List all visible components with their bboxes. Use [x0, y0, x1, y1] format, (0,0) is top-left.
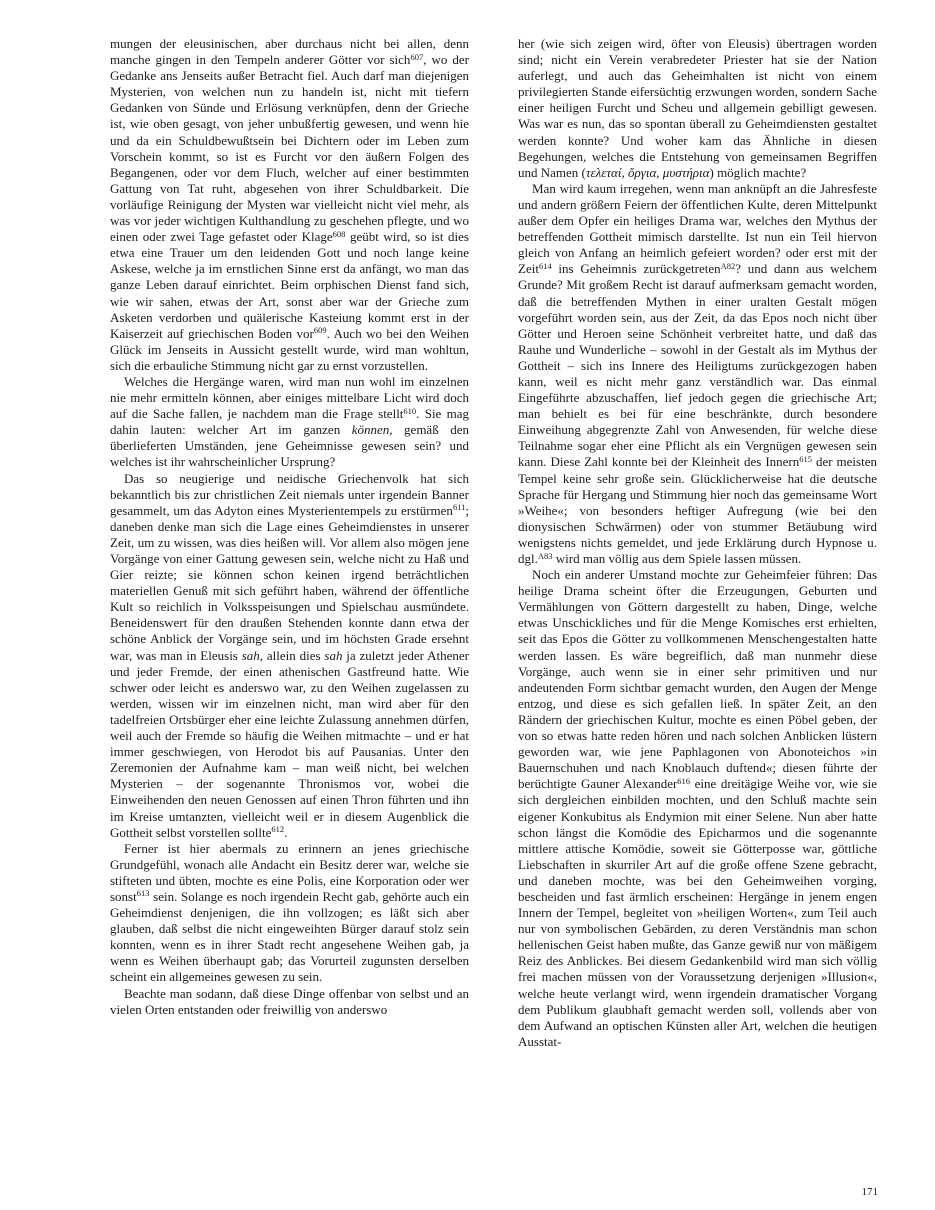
text-run: gemäß den überlieferten Umständen, jene Geheimnisse gewesen sein? und welches ist ihr wahrscheinlicher Ursprung? [110, 422, 469, 470]
paragraph [110, 471, 469, 841]
footnote-ref: 614 [538, 260, 552, 271]
paragraph [518, 36, 877, 181]
italic-text: können, [351, 422, 393, 438]
text-run: Beachte man sodann, daß diese Dinge offenbar von selbst und an vielen Orten entstanden oder freiwillig von anderswo [110, 985, 469, 1017]
footnote-ref: 613 [136, 888, 150, 899]
text-column-right [518, 36, 877, 1050]
text-run: , wo der Gedanke ans Jenseits außer Betracht fiel. Auch darf man diejenigen Mysterien, von welchen nun zu handeln ist, nicht mit tiefern Gedanken von Sünde und Erlösung verknüpfen, denn der Grieche ist, wie oben gesagt, von jeher unbußfertig gewesen, und wenn hie und da ein Schuldbewußtsein bei Dichtern oder im Leben zum Vorschein kommt, so ist es Furcht vor den äußern Folgen des Begangenen, oder vor dem Fluch, welcher auf einer bestimmten Gattung von Tat ruht, abgesehen von ihrer Schuldbarkeit. Die vorläufige Reinigung der Mysten war vielleicht nicht viel mehr, als was vor jeder wichtigen Kulthandlung zu geschehen pflegte, und wo einen oder zwei Tage gefastet oder Klage [110, 52, 469, 245]
footnote-ref: A83 [537, 550, 553, 561]
text-run: . Auch wo bei den Weihen Glück im Jenseits in Aussicht gestellt wurde, wird man wohltun, sich die erbauliche Stimmung nicht gar zu ernst vorzustellen. [110, 325, 469, 373]
text-run: ) möglich machte? [709, 164, 807, 180]
text-run: ; daneben denke man sich die Lage eines Geheimdienstes in unserer Zeit, um zu wissen, was dies heißen will. Vor allem also mögen jene Vorgänge von einer Gattung gewesen sein, welche nicht zu Haß und Gier reizte; sie können schon keinen irgend beträchtlichen materiellen Genuß mit sich geführt haben, während der öffentliche Kult so reichlich in Volksspeisungen und Spielschau ausmündete. Beneidenswert für den draußen Stehenden konnte dann etwa der schöne Anblick der Vorgänge sein, und im höchsten Grade ersehnt war, was man in Eleusis [110, 502, 469, 663]
footnote-ref: A82 [720, 260, 736, 271]
italic-text: τελεταί, ὄργια, μυστήρια [585, 164, 710, 180]
text-run: ? und dann aus welchem Grunde? Mit großem Recht ist darauf aufmerksam gemacht worden, daß die betreffenden Mythen in einer uralten Gestalt mögen vorgeführt worden sein, aus der Zeit, da das Epos noch nicht über Götter und Heroen seine Schönheit verbreitet hatte, und daß das Rauhe und Wunderliche – sowohl in der Gestalt als im Mythus der Gottheit – sich ins Innere des Heiligtums zurückgezogen haben kann, weil es nicht mehr ganz verständlich war. Das einmal Eingeführte abzuschaffen, lief jedoch gegen die griechische Art; man behielt es bei für eine beschränkte, durch besondere Einweihung abgegrenzte Zahl von Anwesenden, für welche diese Teilnahme sogar eher eine Pflicht als ein Vergnügen gewesen sein kann. Diese Zahl konnte bei der Kleinheit des Innern [518, 261, 877, 470]
text-run: Noch ein anderer Umstand mochte zur Geheimfeier führen: Das heilige Drama scheint öfter die Erzeugungen, Geburten und Vermählungen von Göttern dargestellt zu haben, Dinge, welche etwas Unschickliches und für die Menge Komisches erst erhielten, seit das Epos die Götter zu vollkommenen Menschengestalten hatte werden lassen. Es wäre begreiflich, daß man nunmehr diese Vorgänge, auch wenn sie in einer sehr primitiven und nur andeutenden Form sichtbar gemacht wurden, den Augen der Menge entzog, und diese es sich gefallen ließ. In später Zeit, an den Rändern der griechischen Kultur, mochte es einen Pöbel geben, der von so etwas hatte reden hören und nach solchen Anblicken lüstern geworden war, wie jene Paphlagonen von Abonoteichos »in Bauernschuhen und nach Knoblauch duftend«; diesen führte der berüchtigte Gauner Alexander [518, 567, 877, 792]
text-run: Man wird kaum irregehen, wenn man anknüpft an die Jahresfeste und andern größern Feiern der öffentlichen Kulte, deren Mittelpunkt außer dem Opfer ein heiliges Drama war, welches den Mythus der betreffenden Gottheit mimisch darstellte. Ist nun ein Teil hiervon gleich von Anfang an heimlich gefeiert worden? oder erst mit der Zeit [518, 180, 877, 277]
footnote-ref: 616 [677, 775, 691, 786]
text-run: , allein dies [259, 647, 325, 663]
footnote-ref: 609 [313, 325, 327, 336]
paragraph [110, 36, 469, 374]
text-run: Welches die Hergänge waren, wird man nun wohl im einzelnen nie mehr ermitteln können, aber einiges mittelbare Licht wird doch auf die Sache fallen, je nachdem man die Frage stellt [110, 373, 469, 422]
text-run: . Sie mag dahin lauten: welcher Art im ganzen [110, 406, 469, 438]
text-run: her (wie sich zeigen wird, öfter von Eleusis) übertragen worden sind; nicht ein Verein verabredeter Priester hat sie der Nation auferlegt, und auch das Geheimhalten ist nicht von einem privilegierten Stande eifersüchtig erzwungen worden, sondern Sache einer heiligen Furcht und Scheu und allgemein gebilligt gewesen. Was war es nun, das so spontan überall zu Geheimdiensten gestaltet werden konnte? Und woher kam das Ähnliche in diesen Begehungen, welches die Entstehung von gemeinsamen Begriffen und Namen ( [518, 36, 877, 180]
text-run: der meisten Tempel keine sehr große sein. Glücklicherweise hat die deutsche Sprache für Hergang und Stimmung hier noch das gemeinsame Wort »Weihe«; von besonders heftiger Aufregung (wie bei den dionysischen Schwärmen) oder von stummer Betäubung wird wenigstens nichts gemeldet, und jede Erklärung durch Hypnose u. dgl. [518, 454, 877, 566]
paragraph [518, 181, 877, 567]
text-column-left [110, 36, 469, 1050]
text-run: Ferner ist hier abermals zu erinnern an jenes griechische Grundgefühl, wonach alle Andacht ein Besitz derer war, welche sie stifteten und übten, mochte es eine Polis, eine Korporation oder wer sonst [110, 840, 469, 904]
footnote-ref: 608 [332, 228, 346, 239]
text-run: sein. Solange es noch irgendein Recht gab, gehörte auch ein Geheimdienst denjenigen, die ihn vollzogen; es läßt sich aber glauben, daß selbst die nicht eingeweihten Bürger darauf stolz sein konnten, wenn es in ihrer Stadt recht angesehene Weihen gab, ja wenn es Weihen überhaupt gab; das Vorurteil zugunsten derselben scheint ein allgemeines gewesen zu sein. [110, 888, 469, 985]
text-run: eine dreitägige Weihe vor, wie sie sich dergleichen einbilden mochten, und den Schluß machte sein eigener Konkubitus als Endymion mit einer Selene. Nun aber hatte schon längst die Komödie des Epicharmos und die sogenannte mittlere attische Komödie, soweit sie Götterposse war, göttliche Liebschaften in skurriler Art auf die große offene Szene gebracht, und daneben mochte, was bei den Geheimweihen vorging, bescheiden und fast ärmlich erscheinen: Hergänge in jenem engen Innern der Tempel, begleitet von »heiligen Worten«, zum Teil auch nur von symbolischen Gebärden, zu deren Verständnis man schon hellenischen Geist haben mußte, das Ganze gewiß nur von mäßigem Reiz des Anblickes. Bei diesem Gedankenbild wird man sich völlig frei machen müssen von der Voraussetzung derjenigen »Illusion«, welche heute verlangt wird, wenn irgendein dramatischer Vorgang dem Publikum glaubhaft gemacht werden soll, vollends aber von dem Aufwand an optischen Künsten aller Art, welchen die heutigen Ausstat- [518, 776, 877, 1049]
text-run: mungen der eleusinischen, aber durchaus nicht bei allen, denn manche gingen in den Tempeln anderer Götter vor sich [110, 36, 469, 68]
two-column-text [110, 36, 878, 1050]
text-run: Das so neugierige und neidische Griechenvolk hat sich bekanntlich bis zur christlichen Zeit niemals unter irgendein Banner gesammelt, um das Adyton eines Mysterientempels zu erstürmen [110, 470, 469, 518]
text-run: wird man völlig aus dem Spiele lassen müssen. [552, 551, 802, 566]
italic-text: sah [241, 647, 260, 663]
footnote-ref: 611 [452, 502, 466, 513]
text-run: . [284, 824, 288, 840]
italic-text: sah [324, 647, 343, 663]
paragraph [110, 986, 469, 1018]
footnote-ref: 612 [271, 824, 285, 835]
paragraph [110, 841, 469, 986]
text-run: ins Geheimnis zurückgetreten [551, 261, 721, 277]
paragraph [518, 567, 877, 1050]
text-run: geübt wird, so ist dies etwa eine Trauer um den leidenden Gott und noch lange keine Askese, welche ja im ernstlichen Sinne erst da anfängt, wo man das ganze Leben darauf einrichtet. Beim orphischen Dienst fand sich, wie wir sahen, etwas der Art, sonst aber war der Grieche zum Asketen verdorben und quälerische Kasteiung kommt erst in der Kaiserzeit auf griechischen Boden vor [110, 229, 469, 341]
page-number: 171 [861, 1186, 878, 1198]
footnote-ref: 615 [799, 453, 812, 464]
footnote-ref: 610 [403, 405, 417, 416]
paragraph [110, 374, 469, 471]
text-run: ja zuletzt jeder Athener und jeder Fremde, der einen athenischen Gastfreund hatte. Wie schwer oder leicht es anderswo war, zu den Weihen zugelassen zu werden, wissen wir im einzelnen nicht, man wird aber für den tadelfreien Ortsbürger eher eine leichte Zulassung annehmen dürfen, weil auch der Fremde so häufig die Weihen mitmachte – und er hat immer geschwiegen, von Herodot bis auf Pausanias. Unter den Zeremonien der Aufnahme kam – man weiß nicht, bei welchen Mysterien – der sogenannte Thronismos vor, wobei die Einweihenden den neuen Genossen auf einen Thron führten und ihn im Kreise umtanzten, vielleicht weil er in diesem Augenblick die Gottheit selbst vorstellen sollte [110, 647, 469, 840]
footnote-ref: 607 [410, 51, 424, 62]
